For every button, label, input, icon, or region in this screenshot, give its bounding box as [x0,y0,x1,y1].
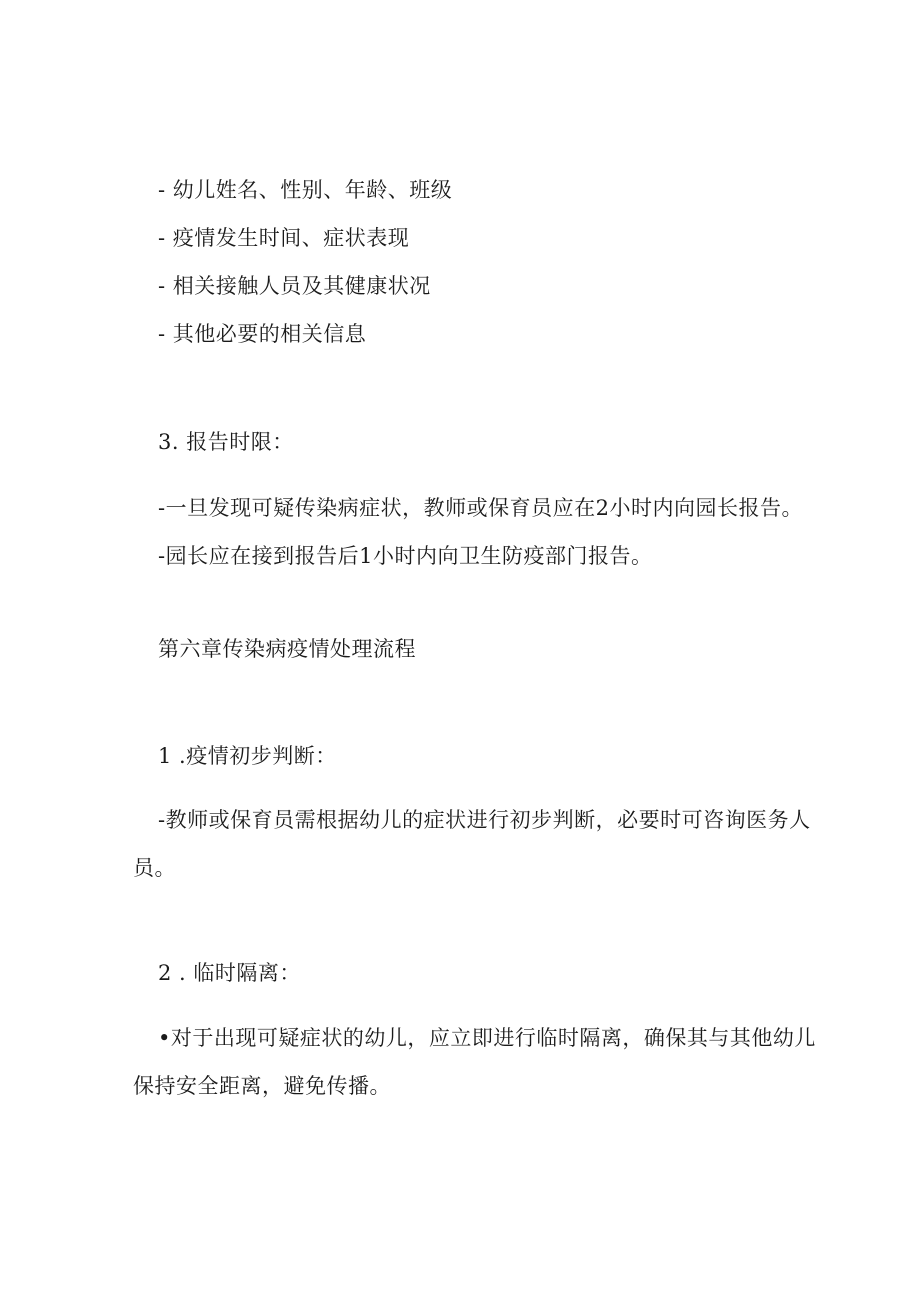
info-item-contacts: - 相关接触人员及其健康状况 [158,274,431,298]
info-item-other: - 其他必要的相关信息 [158,322,367,346]
step1-text: -教师或保育员需根据幼儿的症状进行初步判断，必要时可咨询医务人员。 [133,808,811,880]
chapter6-title: 第六章传染病疫情处理流程 [158,637,416,661]
section3-item-teacher: -一旦发现可疑传染病症状，教师或保育员应在2小时内向园长报告。 [158,496,803,520]
section3-item-director: -园长应在接到报告后1小时内向卫生防疫部门报告。 [158,544,653,568]
info-item-name: - 幼儿姓名、性别、年龄、班级 [158,178,453,202]
info-item-time: - 疫情发生时间、症状表现 [158,226,410,250]
step1-heading: 1 .疫情初步判断： [158,744,337,768]
step2-text: •对于出现可疑症状的幼儿，应立即进行临时隔离，确保其与其他幼儿保持安全距离，避免传播。 [133,1026,816,1098]
section3-heading: 3. 报告时限： [158,430,294,454]
step2-heading: 2 . 临时隔离： [158,961,301,985]
